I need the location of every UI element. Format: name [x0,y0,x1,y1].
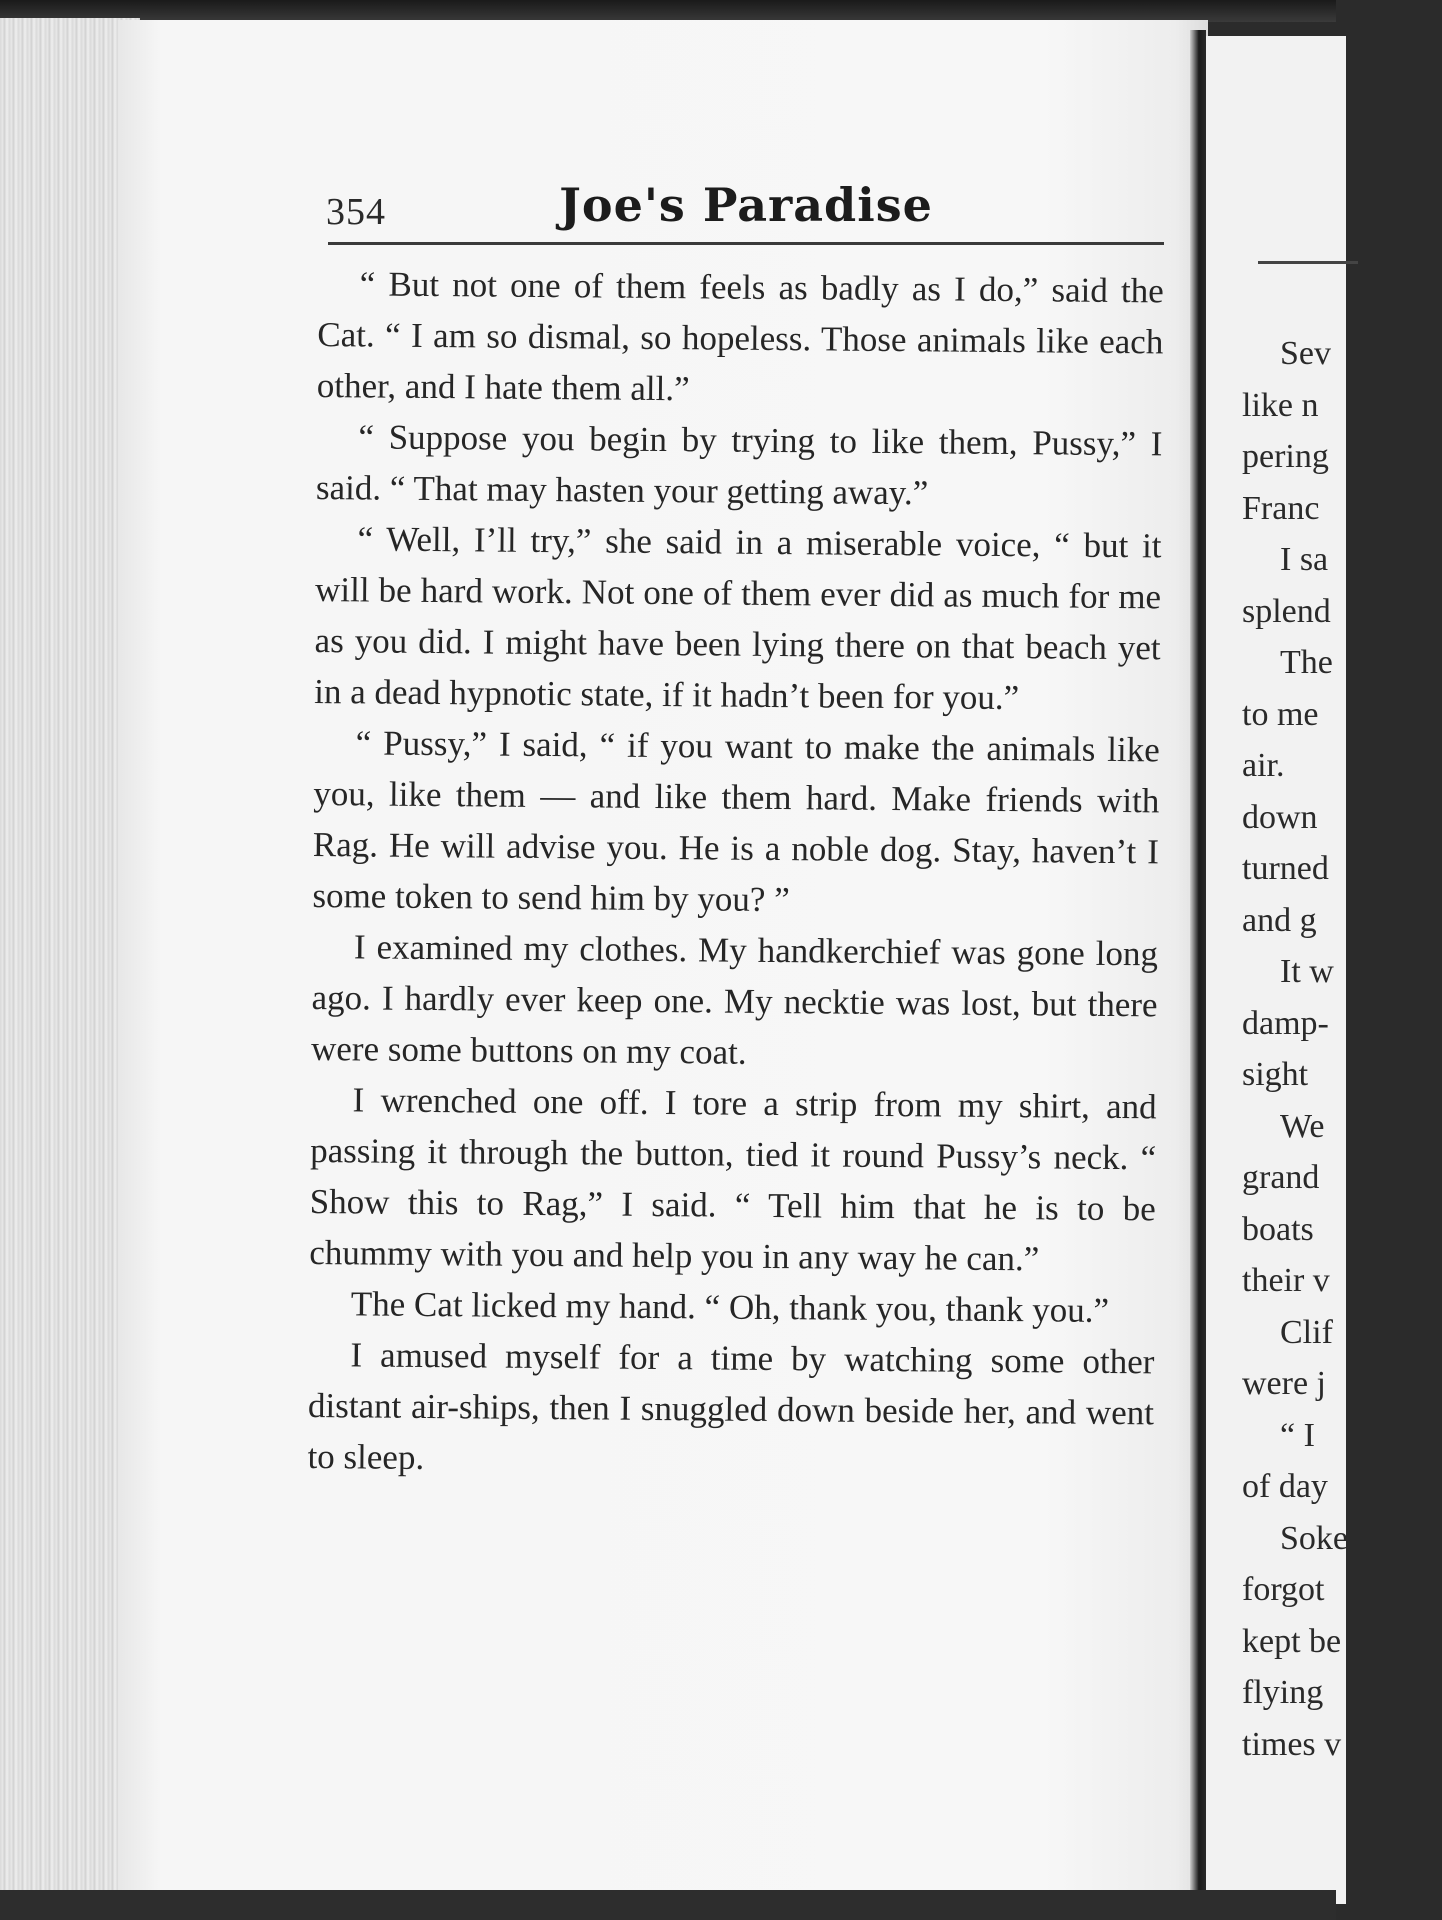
facing-line: splend [1242,592,1331,630]
facing-line: flying [1242,1674,1324,1711]
facing-line: times v [1242,1725,1342,1763]
paragraph: “ Suppose you begin by trying to like them, Pussy,” I said. “ That may hasten your getting away.” [315,417,1163,513]
facing-line: of day [1242,1468,1328,1505]
facing-line: grand [1242,1159,1320,1196]
facing-line: It w [1280,953,1334,990]
facing-page-rule [1258,261,1358,264]
text-column [307,258,1164,1489]
paragraph: The Cat licked my hand. “ Oh, thank you, thank you.” [350,1284,1110,1330]
facing-line: down [1242,798,1318,836]
running-title: Joe's Paradise [559,178,933,232]
facing-line: The [1280,644,1333,681]
facing-line: their v [1242,1262,1330,1299]
paragraph: I amused myself for a time by watching some other distant air-ships, then I snuggled down beside her, and went to sleep. [307,1335,1155,1477]
paragraph: “ But not one of them feels as badly as I do,” said the Cat. “ I am so dismal, so hopeless. Those animals like each other, and I hate them all.” [316,264,1164,409]
facing-line: I sa [1280,541,1329,578]
facing-page [1206,36,1346,1904]
page-number: 354 [326,191,386,233]
book-gutter [1190,30,1206,1910]
paragraph: I examined my clothes. My handkerchief was gone long ago. I hardly ever keep one. My necktie was lost, but there were some buttons on my coat. [310,927,1159,1072]
facing-line: “ I [1280,1416,1315,1454]
facing-line: and g [1242,901,1317,939]
facing-line: We [1280,1107,1325,1145]
paragraph: “ Well, I’ll try,” she said in a miserable voice, “ but it will be hard work. Not one of them ever did as much for me as you did. I might have been lying there on that beach yet in a dead hypnotic state, if it hadn’t been for you.” [314,519,1162,718]
facing-line: Clif [1280,1313,1333,1351]
facing-line: air. [1242,747,1285,784]
facing-line: pering [1242,438,1329,475]
facing-line: Sev [1280,335,1331,372]
paragraph: I wrenched one off. I tore a strip from my shirt, and passing it through the button, tied it round Pussy’s neck. “ Show this to Rag,” I said. “ Tell him that he is to be chummy with you and help you in any way he can.” [309,1080,1157,1279]
bottom-shadow [0,1890,1336,1920]
facing-line: sight [1242,1056,1309,1093]
facing-line: damp- [1242,1004,1329,1042]
paragraph: “ Pussy,” I said, “ if you want to make the animals like you, like them — and like them hard. Make friends with Rag. He will advise you. He is a noble dog. Stay, haven’t I some token to send him by you? ” [312,723,1160,920]
facing-line: like n [1242,386,1319,424]
header-rule [328,242,1164,245]
facing-page-text [1242,328,1442,1770]
page-header [326,178,1166,248]
top-shadow [0,0,1336,22]
facing-line: forgot [1242,1571,1325,1608]
facing-line: Soke [1280,1519,1348,1557]
facing-line: Franc [1242,489,1320,527]
facing-line: turned [1242,850,1329,887]
facing-line: were j [1242,1365,1327,1402]
facing-line: boats [1242,1210,1314,1248]
facing-line: kept be [1242,1622,1342,1660]
facing-line: to me [1242,695,1319,733]
